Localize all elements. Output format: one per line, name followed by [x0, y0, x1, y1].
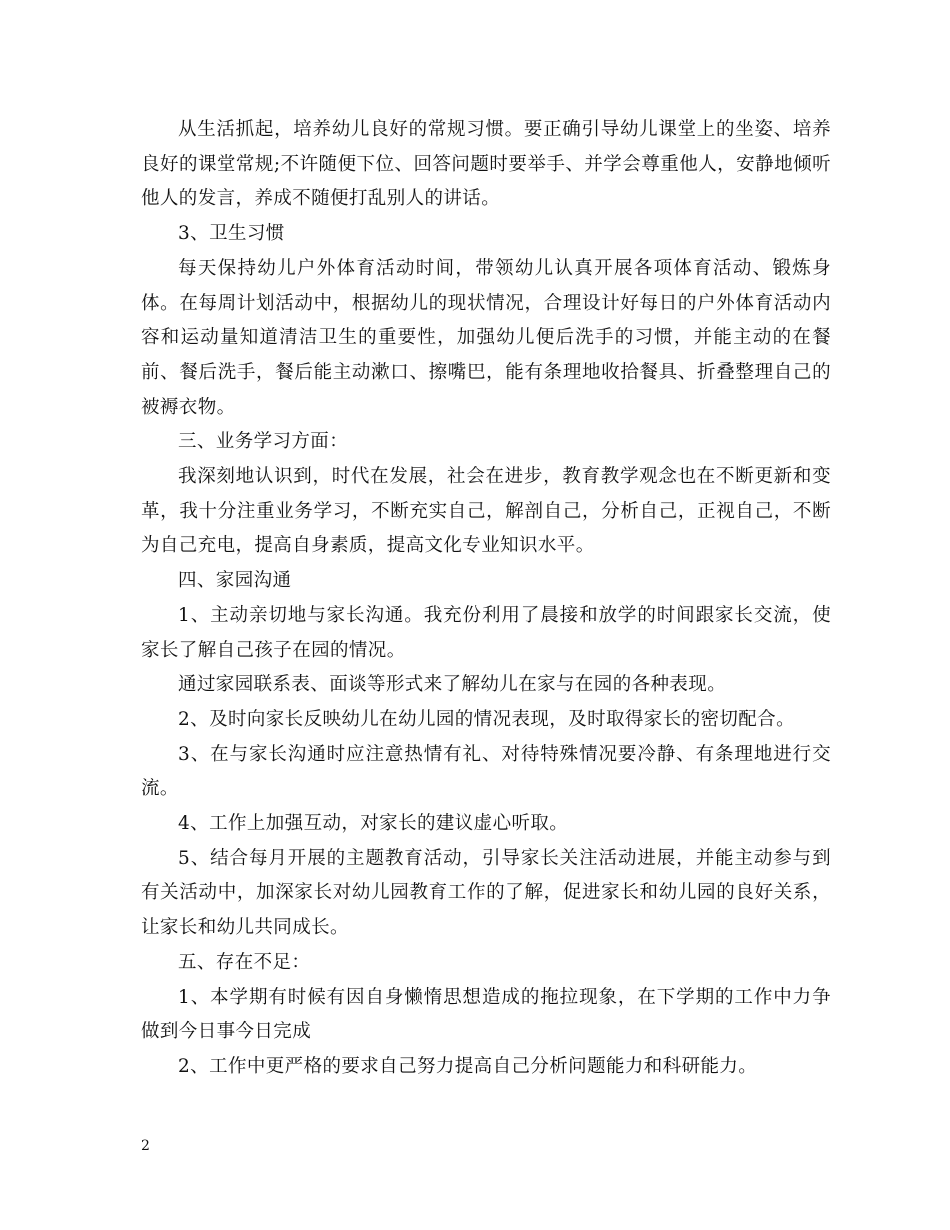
paragraph-communication-2: 2、及时向家长反映幼儿在幼儿园的情况表现，及时取得家长的密切配合。 [178, 708, 795, 730]
paragraph-communication-5: 5、结合每月开展的主题教育活动，引导家长关注活动进展，并能主动参与到有关活动中，加深家长对幼儿园教育工作的了解，促进家长和幼儿园的良好关系，让家长和幼儿共同成长。 [141, 847, 831, 939]
paragraph-communication-contact: 通过家园联系表、面谈等形式来了解幼儿在家与在园的各种表现。 [178, 674, 727, 696]
paragraph-routine-habits: 从生活抓起，培养幼儿良好的常规习惯。要正确引导幼儿课堂上的坐姿、培养良好的课堂常规;不许随便下位、回答问题时要举手、并学会尊重他人，安静地倾听他人的发言，养成不随便打乱别人的讲话。 [141, 119, 831, 210]
heading-home-school-communication: 四、家园沟通 [178, 570, 292, 592]
paragraph-hygiene: 每天保持幼儿户外体育活动时间，带领幼儿认真开展各项体育活动、锻炼身体。在每周计划活动中，根据幼儿的现状情况，合理设计好每日的户外体育活动内容和运动量知道清洁卫生的重要性，加强幼儿便后洗手的习惯，并能主动的在餐前、餐后洗手，餐后能主动漱口、擦嘴巴，能有条理地收拾餐具、折叠整理自己的被褥衣物。 [141, 257, 831, 418]
paragraph-professional-study: 我深刻地认识到，时代在发展，社会在进步，教育教学观念也在不断更新和变革，我十分注重业务学习，不断充实自己，解剖自己，分析自己，正视自己，不断为自己充电，提高自身素质，提高文化专业知识水平。 [141, 466, 831, 557]
paragraph-communication-3: 3、在与家长沟通时应注意热情有礼、对待特殊情况要冷静、有条理地进行交流。 [141, 743, 831, 800]
heading-shortcomings: 五、存在不足： [178, 951, 311, 973]
page-number: 2 [141, 1138, 150, 1154]
heading-hygiene-habits: 3、卫生习惯 [178, 223, 285, 245]
paragraph-shortcoming-2: 2、工作中更严格的要求自己努力提高自己分析问题能力和科研能力。 [178, 1055, 758, 1077]
paragraph-communication-1: 1、主动亲切地与家长沟通。我充份利用了晨接和放学的时间跟家长交流，使家长了解自己孩子在园的情况。 [141, 604, 831, 661]
document-body [141, 113, 831, 1085]
paragraph-shortcoming-1: 1、本学期有时候有因自身懒惰思想造成的拖拉现象，在下学期的工作中力争做到今日事今日完成 [141, 986, 831, 1043]
heading-professional-study: 三、业务学习方面： [178, 431, 349, 453]
paragraph-communication-4: 4、工作上加强互动，对家长的建议虚心听取。 [178, 813, 569, 835]
